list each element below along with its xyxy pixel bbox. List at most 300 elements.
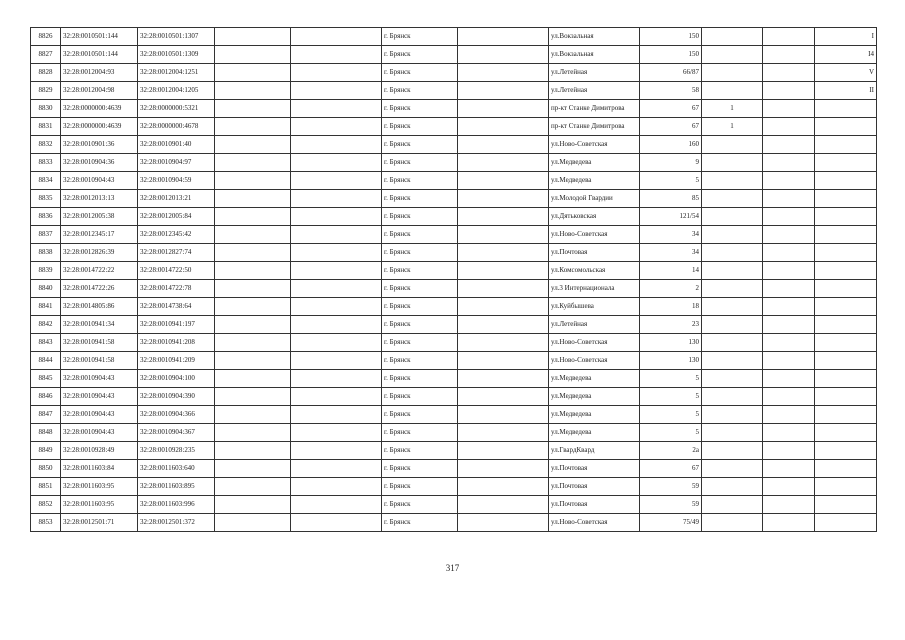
- city-cell: г. Брянск: [382, 100, 458, 118]
- cadastral-parcel-cell: 32:28:0010941:34: [61, 316, 138, 334]
- empty-cell: [763, 442, 815, 460]
- cadastral-parcel-cell: 32:28:0012501:71: [61, 514, 138, 532]
- cadastral-object-cell: 32:28:0014738:64: [138, 298, 215, 316]
- room-number-cell: [815, 226, 877, 244]
- street-cell: ул.Ново-Советская: [549, 334, 640, 352]
- city-cell: г. Брянск: [382, 136, 458, 154]
- building-cell: [702, 280, 763, 298]
- cadastral-parcel-cell: 32:28:0012004:98: [61, 82, 138, 100]
- table-row: [31, 64, 877, 82]
- empty-cell: [215, 244, 291, 262]
- house-number-cell: 5: [640, 406, 702, 424]
- cadastral-parcel-cell: 32:28:0010904:43: [61, 370, 138, 388]
- cadastral-parcel-cell: 32:28:0012005:38: [61, 208, 138, 226]
- row-number-cell: 8841: [31, 298, 61, 316]
- empty-cell: [458, 82, 549, 100]
- empty-cell: [291, 262, 382, 280]
- house-number-cell: 5: [640, 370, 702, 388]
- street-cell: ул.Вокзальная: [549, 46, 640, 64]
- row-number-cell: 8837: [31, 226, 61, 244]
- building-cell: [702, 136, 763, 154]
- house-number-cell: 34: [640, 226, 702, 244]
- empty-cell: [458, 244, 549, 262]
- empty-cell: [215, 82, 291, 100]
- street-cell: пр-кт Станке Димитрова: [549, 100, 640, 118]
- empty-cell: [291, 442, 382, 460]
- house-number-cell: 67: [640, 100, 702, 118]
- empty-cell: [763, 334, 815, 352]
- empty-cell: [215, 172, 291, 190]
- house-number-cell: 2: [640, 280, 702, 298]
- empty-cell: [458, 208, 549, 226]
- building-cell: [702, 46, 763, 64]
- cadastral-object-cell: 32:28:0010501:1309: [138, 46, 215, 64]
- house-number-cell: 130: [640, 334, 702, 352]
- cadastral-object-cell: 32:28:0012345:42: [138, 226, 215, 244]
- table-row: [31, 136, 877, 154]
- room-number-cell: I: [815, 28, 877, 46]
- row-number-cell: 8835: [31, 190, 61, 208]
- cadastral-parcel-cell: 32:28:0010501:144: [61, 46, 138, 64]
- cadastral-object-cell: 32:28:0012004:1205: [138, 82, 215, 100]
- cadastral-parcel-cell: 32:28:0010904:36: [61, 154, 138, 172]
- table-row: [31, 334, 877, 352]
- row-number-cell: 8833: [31, 154, 61, 172]
- cadastral-object-cell: 32:28:0010904:390: [138, 388, 215, 406]
- row-number-cell: 8844: [31, 352, 61, 370]
- building-cell: [702, 514, 763, 532]
- building-cell: [702, 478, 763, 496]
- empty-cell: [291, 388, 382, 406]
- house-number-cell: 23: [640, 316, 702, 334]
- cadastral-parcel-cell: 32:28:0000000:4639: [61, 100, 138, 118]
- house-number-cell: 5: [640, 424, 702, 442]
- house-number-cell: 66/87: [640, 64, 702, 82]
- empty-cell: [215, 496, 291, 514]
- empty-cell: [458, 136, 549, 154]
- room-number-cell: II: [815, 82, 877, 100]
- building-cell: [702, 424, 763, 442]
- street-cell: ул.Летейная: [549, 64, 640, 82]
- street-cell: ул.Почтовая: [549, 460, 640, 478]
- table-row: [31, 352, 877, 370]
- building-cell: [702, 190, 763, 208]
- table-row: [31, 46, 877, 64]
- empty-cell: [291, 28, 382, 46]
- empty-cell: [291, 478, 382, 496]
- empty-cell: [215, 442, 291, 460]
- empty-cell: [215, 478, 291, 496]
- empty-cell: [458, 28, 549, 46]
- cadastral-parcel-cell: 32:28:0010928:49: [61, 442, 138, 460]
- house-number-cell: 58: [640, 82, 702, 100]
- table-row: [31, 424, 877, 442]
- city-cell: г. Брянск: [382, 190, 458, 208]
- empty-cell: [458, 172, 549, 190]
- cadastral-object-cell: 32:28:0010904:366: [138, 406, 215, 424]
- table-row: [31, 28, 877, 46]
- empty-cell: [763, 46, 815, 64]
- city-cell: г. Брянск: [382, 64, 458, 82]
- row-number-cell: 8828: [31, 64, 61, 82]
- house-number-cell: 5: [640, 172, 702, 190]
- room-number-cell: [815, 496, 877, 514]
- empty-cell: [763, 316, 815, 334]
- city-cell: г. Брянск: [382, 478, 458, 496]
- empty-cell: [763, 424, 815, 442]
- street-cell: ул.Вокзальная: [549, 28, 640, 46]
- empty-cell: [458, 46, 549, 64]
- street-cell: ул.Почтовая: [549, 496, 640, 514]
- empty-cell: [763, 370, 815, 388]
- house-number-cell: 160: [640, 136, 702, 154]
- empty-cell: [291, 82, 382, 100]
- city-cell: г. Брянск: [382, 28, 458, 46]
- empty-cell: [458, 442, 549, 460]
- room-number-cell: [815, 424, 877, 442]
- empty-cell: [215, 28, 291, 46]
- row-number-cell: 8849: [31, 442, 61, 460]
- city-cell: г. Брянск: [382, 496, 458, 514]
- table-row: [31, 460, 877, 478]
- street-cell: ул.Летейная: [549, 316, 640, 334]
- cadastral-parcel-cell: 32:28:0012004:93: [61, 64, 138, 82]
- building-cell: [702, 298, 763, 316]
- empty-cell: [291, 118, 382, 136]
- house-number-cell: 150: [640, 28, 702, 46]
- building-cell: [702, 388, 763, 406]
- street-cell: ул.Медведева: [549, 154, 640, 172]
- street-cell: ул.Летейная: [549, 82, 640, 100]
- empty-cell: [215, 190, 291, 208]
- empty-cell: [215, 316, 291, 334]
- empty-cell: [215, 514, 291, 532]
- empty-cell: [763, 154, 815, 172]
- empty-cell: [215, 370, 291, 388]
- empty-cell: [763, 406, 815, 424]
- house-number-cell: 130: [640, 352, 702, 370]
- empty-cell: [763, 28, 815, 46]
- empty-cell: [458, 262, 549, 280]
- row-number-cell: 8829: [31, 82, 61, 100]
- street-cell: ул.Медведева: [549, 172, 640, 190]
- building-cell: [702, 262, 763, 280]
- cadastral-object-cell: 32:28:0011603:895: [138, 478, 215, 496]
- house-number-cell: 2а: [640, 442, 702, 460]
- cadastral-parcel-cell: 32:28:0010941:58: [61, 352, 138, 370]
- empty-cell: [215, 262, 291, 280]
- empty-cell: [763, 478, 815, 496]
- empty-cell: [763, 226, 815, 244]
- empty-cell: [458, 514, 549, 532]
- row-number-cell: 8827: [31, 46, 61, 64]
- building-cell: [702, 82, 763, 100]
- empty-cell: [215, 460, 291, 478]
- room-number-cell: [815, 442, 877, 460]
- city-cell: г. Брянск: [382, 118, 458, 136]
- city-cell: г. Брянск: [382, 388, 458, 406]
- empty-cell: [458, 298, 549, 316]
- empty-cell: [763, 496, 815, 514]
- empty-cell: [458, 226, 549, 244]
- cadastral-object-cell: 32:28:0000000:4678: [138, 118, 215, 136]
- building-cell: [702, 316, 763, 334]
- empty-cell: [291, 334, 382, 352]
- street-cell: ул.Почтовая: [549, 478, 640, 496]
- row-number-cell: 8853: [31, 514, 61, 532]
- row-number-cell: 8830: [31, 100, 61, 118]
- street-cell: ул.Куйбышева: [549, 298, 640, 316]
- table-row: [31, 280, 877, 298]
- empty-cell: [215, 208, 291, 226]
- empty-cell: [291, 172, 382, 190]
- row-number-cell: 8832: [31, 136, 61, 154]
- building-cell: 1: [702, 118, 763, 136]
- empty-cell: [458, 316, 549, 334]
- empty-cell: [291, 154, 382, 172]
- empty-cell: [291, 100, 382, 118]
- street-cell: ул.Ново-Советская: [549, 352, 640, 370]
- room-number-cell: [815, 172, 877, 190]
- table-row: [31, 172, 877, 190]
- cadastral-parcel-cell: 32:28:0010904:43: [61, 406, 138, 424]
- room-number-cell: I4: [815, 46, 877, 64]
- table-row: [31, 496, 877, 514]
- city-cell: г. Брянск: [382, 406, 458, 424]
- empty-cell: [763, 280, 815, 298]
- row-number-cell: 8845: [31, 370, 61, 388]
- empty-cell: [291, 280, 382, 298]
- cadastral-parcel-cell: 32:28:0010904:43: [61, 172, 138, 190]
- house-number-cell: 150: [640, 46, 702, 64]
- cadastral-object-cell: 32:28:0010941:209: [138, 352, 215, 370]
- cadastral-parcel-cell: 32:28:0011603:95: [61, 496, 138, 514]
- table-row: [31, 406, 877, 424]
- empty-cell: [215, 46, 291, 64]
- building-cell: [702, 442, 763, 460]
- city-cell: г. Брянск: [382, 46, 458, 64]
- cadastral-object-cell: 32:28:0010941:208: [138, 334, 215, 352]
- empty-cell: [763, 244, 815, 262]
- empty-cell: [458, 388, 549, 406]
- cadastral-parcel-cell: 32:28:0010501:144: [61, 28, 138, 46]
- empty-cell: [215, 388, 291, 406]
- cadastral-object-cell: 32:28:0012827:74: [138, 244, 215, 262]
- table-row: [31, 208, 877, 226]
- cadastral-object-cell: 32:28:0010904:367: [138, 424, 215, 442]
- empty-cell: [215, 352, 291, 370]
- building-cell: [702, 64, 763, 82]
- empty-cell: [291, 460, 382, 478]
- row-number-cell: 8836: [31, 208, 61, 226]
- empty-cell: [291, 208, 382, 226]
- empty-cell: [458, 118, 549, 136]
- row-number-cell: 8840: [31, 280, 61, 298]
- table-row: [31, 190, 877, 208]
- empty-cell: [458, 460, 549, 478]
- room-number-cell: [815, 352, 877, 370]
- empty-cell: [458, 280, 549, 298]
- cadastral-object-cell: 32:28:0010904:59: [138, 172, 215, 190]
- table-row: [31, 82, 877, 100]
- room-number-cell: [815, 334, 877, 352]
- table-row: [31, 244, 877, 262]
- building-cell: [702, 334, 763, 352]
- cadastral-object-cell: 32:28:0012005:84: [138, 208, 215, 226]
- empty-cell: [215, 154, 291, 172]
- cadastral-object-cell: 32:28:0012501:372: [138, 514, 215, 532]
- building-cell: [702, 172, 763, 190]
- city-cell: г. Брянск: [382, 424, 458, 442]
- building-cell: 1: [702, 100, 763, 118]
- property-registry-table: [30, 27, 877, 532]
- city-cell: г. Брянск: [382, 154, 458, 172]
- empty-cell: [763, 208, 815, 226]
- table-row: [31, 226, 877, 244]
- room-number-cell: [815, 316, 877, 334]
- house-number-cell: 67: [640, 118, 702, 136]
- cadastral-parcel-cell: 32:28:0014722:26: [61, 280, 138, 298]
- row-number-cell: 8826: [31, 28, 61, 46]
- room-number-cell: [815, 370, 877, 388]
- row-number-cell: 8842: [31, 316, 61, 334]
- street-cell: ул.Молодой Гвардии: [549, 190, 640, 208]
- cadastral-object-cell: 32:28:0010501:1307: [138, 28, 215, 46]
- empty-cell: [763, 100, 815, 118]
- room-number-cell: [815, 406, 877, 424]
- empty-cell: [458, 406, 549, 424]
- cadastral-parcel-cell: 32:28:0010904:43: [61, 388, 138, 406]
- empty-cell: [215, 424, 291, 442]
- empty-cell: [458, 100, 549, 118]
- house-number-cell: 75/49: [640, 514, 702, 532]
- cadastral-object-cell: 32:28:0014722:78: [138, 280, 215, 298]
- empty-cell: [458, 424, 549, 442]
- table-body: [31, 28, 877, 532]
- city-cell: г. Брянск: [382, 226, 458, 244]
- city-cell: г. Брянск: [382, 208, 458, 226]
- empty-cell: [291, 370, 382, 388]
- cadastral-object-cell: 32:28:0010941:197: [138, 316, 215, 334]
- city-cell: г. Брянск: [382, 298, 458, 316]
- city-cell: г. Брянск: [382, 334, 458, 352]
- empty-cell: [458, 154, 549, 172]
- empty-cell: [763, 190, 815, 208]
- empty-cell: [458, 190, 549, 208]
- cadastral-parcel-cell: 32:28:0012013:13: [61, 190, 138, 208]
- building-cell: [702, 496, 763, 514]
- empty-cell: [215, 298, 291, 316]
- empty-cell: [763, 388, 815, 406]
- row-number-cell: 8847: [31, 406, 61, 424]
- empty-cell: [763, 172, 815, 190]
- house-number-cell: 59: [640, 478, 702, 496]
- cadastral-parcel-cell: 32:28:0010941:58: [61, 334, 138, 352]
- cadastral-object-cell: 32:28:0010928:235: [138, 442, 215, 460]
- table-row: [31, 298, 877, 316]
- city-cell: г. Брянск: [382, 280, 458, 298]
- cadastral-object-cell: 32:28:0011603:640: [138, 460, 215, 478]
- cadastral-object-cell: 32:28:0010904:100: [138, 370, 215, 388]
- row-number-cell: 8852: [31, 496, 61, 514]
- building-cell: [702, 28, 763, 46]
- empty-cell: [458, 478, 549, 496]
- city-cell: г. Брянск: [382, 352, 458, 370]
- table-row: [31, 514, 877, 532]
- empty-cell: [458, 370, 549, 388]
- street-cell: ул.Ново-Советская: [549, 514, 640, 532]
- house-number-cell: 18: [640, 298, 702, 316]
- empty-cell: [291, 514, 382, 532]
- house-number-cell: 14: [640, 262, 702, 280]
- cadastral-object-cell: 32:28:0012013:21: [138, 190, 215, 208]
- room-number-cell: [815, 100, 877, 118]
- empty-cell: [291, 64, 382, 82]
- city-cell: г. Брянск: [382, 172, 458, 190]
- empty-cell: [291, 352, 382, 370]
- room-number-cell: [815, 154, 877, 172]
- building-cell: [702, 208, 763, 226]
- street-cell: пр-кт Станке Димитрова: [549, 118, 640, 136]
- empty-cell: [291, 244, 382, 262]
- house-number-cell: 85: [640, 190, 702, 208]
- empty-cell: [215, 64, 291, 82]
- street-cell: ул.Медведева: [549, 424, 640, 442]
- empty-cell: [291, 424, 382, 442]
- empty-cell: [458, 64, 549, 82]
- room-number-cell: [815, 460, 877, 478]
- empty-cell: [291, 406, 382, 424]
- room-number-cell: [815, 388, 877, 406]
- house-number-cell: 9: [640, 154, 702, 172]
- empty-cell: [215, 118, 291, 136]
- empty-cell: [291, 226, 382, 244]
- empty-cell: [215, 406, 291, 424]
- row-number-cell: 8848: [31, 424, 61, 442]
- cadastral-parcel-cell: 32:28:0014722:22: [61, 262, 138, 280]
- row-number-cell: 8839: [31, 262, 61, 280]
- house-number-cell: 34: [640, 244, 702, 262]
- street-cell: ул.3 Интернационала: [549, 280, 640, 298]
- empty-cell: [763, 82, 815, 100]
- cadastral-parcel-cell: 32:28:0010904:43: [61, 424, 138, 442]
- row-number-cell: 8831: [31, 118, 61, 136]
- building-cell: [702, 406, 763, 424]
- house-number-cell: 5: [640, 388, 702, 406]
- street-cell: ул.Медведева: [549, 370, 640, 388]
- city-cell: г. Брянск: [382, 370, 458, 388]
- street-cell: ул.Медведева: [549, 406, 640, 424]
- table-row: [31, 478, 877, 496]
- row-number-cell: 8843: [31, 334, 61, 352]
- empty-cell: [458, 334, 549, 352]
- empty-cell: [291, 46, 382, 64]
- street-cell: ул.ГвардКвард: [549, 442, 640, 460]
- room-number-cell: [815, 244, 877, 262]
- empty-cell: [763, 514, 815, 532]
- empty-cell: [215, 334, 291, 352]
- table-row: [31, 370, 877, 388]
- room-number-cell: [815, 208, 877, 226]
- cadastral-object-cell: 32:28:0010904:97: [138, 154, 215, 172]
- building-cell: [702, 244, 763, 262]
- cadastral-object-cell: 32:28:0011603:996: [138, 496, 215, 514]
- empty-cell: [215, 100, 291, 118]
- room-number-cell: V: [815, 64, 877, 82]
- table-row: [31, 388, 877, 406]
- room-number-cell: [815, 262, 877, 280]
- cadastral-parcel-cell: 32:28:0012826:39: [61, 244, 138, 262]
